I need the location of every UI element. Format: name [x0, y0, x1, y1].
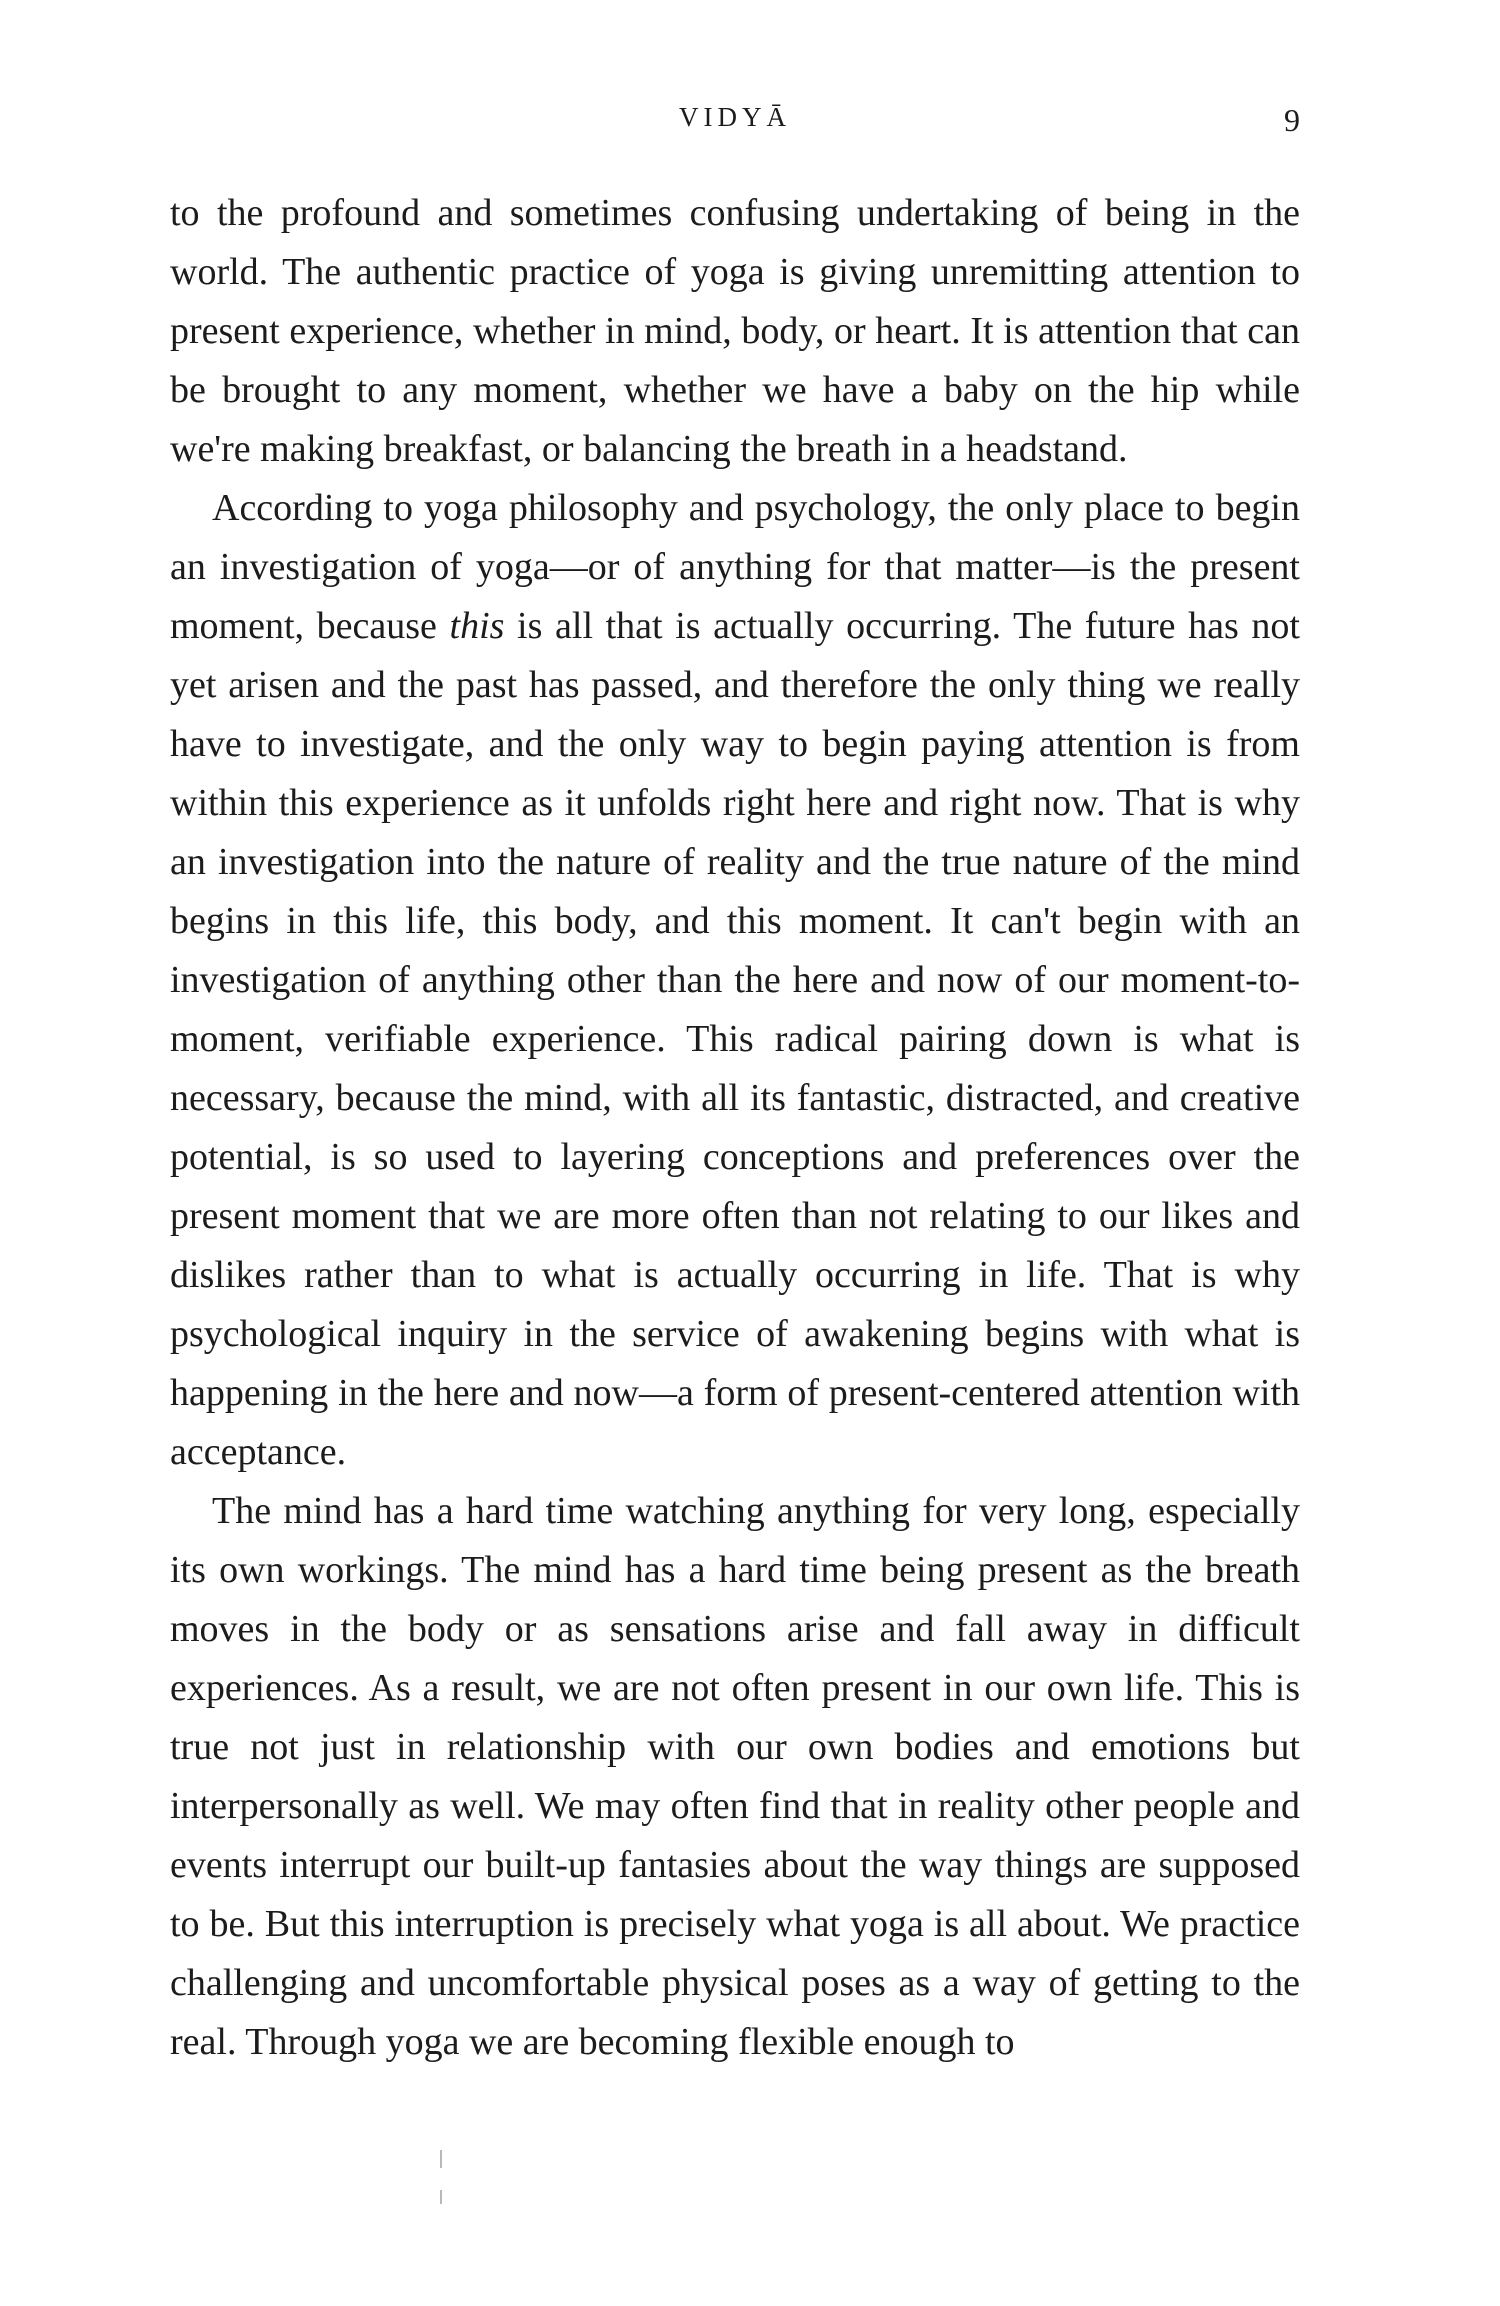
page-number: 9 [1284, 102, 1300, 138]
scan-artifact-mark [440, 2150, 442, 2168]
paragraph-1-text: to the profound and sometimes confusing undertaking of being in the world. The authentic practice of yoga is giving unremitting attention to present experience, whether in mind, body, or heart. It is attention that can be brought to any moment, whether we have a baby on the hip while we're making breakfast, or balancing the breath in a headstand. [170, 192, 1300, 470]
paragraph-1 [170, 184, 1300, 479]
body-text [170, 184, 1300, 2072]
italic-emphasis: this [449, 605, 505, 647]
running-title: VIDYĀ [679, 102, 791, 132]
paragraph-2-text-end: is all that is actually occurring. The future has not yet arisen and the past has passed, and therefore the only thing we really have to investigate, and the only way to begin paying attention is from within this experience as it unfolds right here and right now. That is why an investigation into the nature of reality and the true nature of the mind begins in this life, this body, and this moment. It can't begin with an investigation of anything other than the here and now of our moment-to-moment, verifiable experience. This radical pairing down is what is necessary, because the mind, with all its fantastic, distracted, and creative potential, is so used to layering conceptions and preferences over the present moment that we are more often than not relating to our likes and dislikes rather than to what is actually occurring in life. That is why psychological inquiry in the service of awakening begins with what is happening in the here and now—a form of present-centered attention with acceptance. [170, 605, 1300, 1473]
scan-artifact-mark [440, 2190, 442, 2204]
paragraph-3-text: The mind has a hard time watching anything for very long, especially its own workings. The mind has a hard time being present as the breath moves in the body or as sensations arise and fall away in difficult experiences. As a result, we are not often present in our own life. This is true not just in relationship with our own bodies and emotions but interpersonally as well. We may often find that in reality other people and events interrupt our built-up fantasies about the way things are supposed to be. But this interruption is precisely what yoga is all about. We practice challenging and uncomfortable physical poses as a way of getting to the real. Through yoga we are becoming flexible enough to [170, 1490, 1300, 2063]
paragraph-2-text-start: According to yoga philosophy and psychology, the only place to begin an investigation of yoga—or of anything for that matter—is the present moment, because [170, 487, 1300, 647]
running-head [170, 102, 1300, 142]
paragraph-3 [170, 1482, 1300, 2072]
paragraph-2 [170, 479, 1300, 1482]
